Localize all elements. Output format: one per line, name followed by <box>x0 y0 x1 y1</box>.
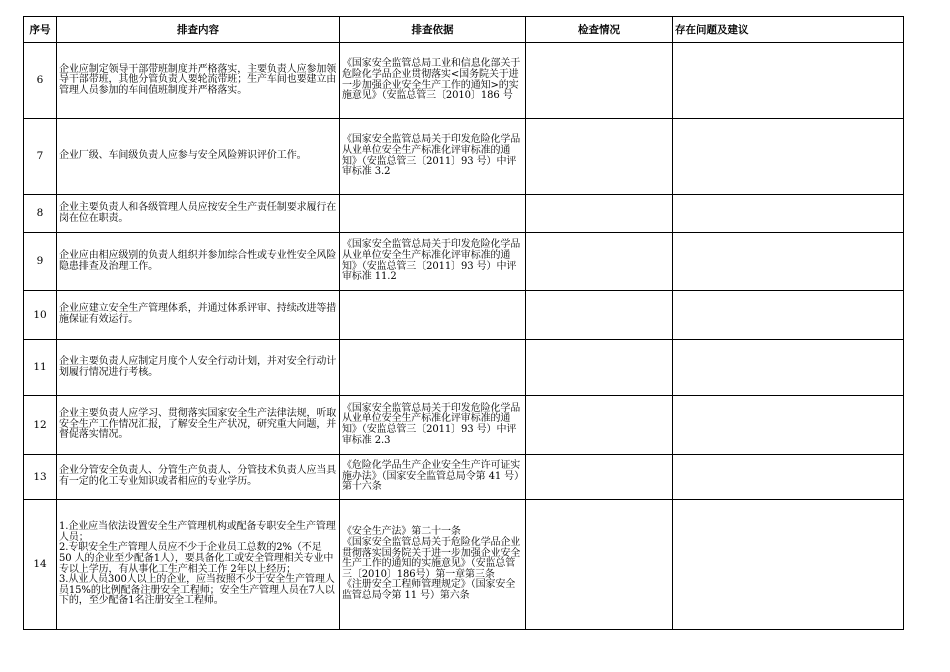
cell-basis: 《国家安全监管总局工业和信息化部关于危险化学品企业贯彻落实<国务院关于进一步加强企业安全生产工作的通知>的实施意见》（安监总管三〔2010〕186 号 <box>340 43 526 119</box>
inspection-sheet <box>23 16 904 630</box>
cell-content: 企业应由相应级别的负责人组织并参加综合性或专业性安全风险隐患排查及治理工作。 <box>57 233 340 291</box>
cell-check[interactable] <box>526 233 673 291</box>
cell-issues[interactable] <box>673 119 904 195</box>
cell-issues[interactable] <box>673 340 904 396</box>
table-row <box>24 195 904 233</box>
cell-basis: 《国家安全监管总局关于印发危险化学品从业单位安全生产标准化评审标准的通知》（安监总管三〔2011〕93 号）中评审标准 3.2 <box>340 119 526 195</box>
cell-issues[interactable] <box>673 500 904 630</box>
cell-basis: 《危险化学品生产企业安全生产许可证实施办法》（国家安全监管总局令第 41 号）第十六条 <box>340 455 526 500</box>
cell-issues[interactable] <box>673 455 904 500</box>
cell-basis: 《国家安全监管总局关于印发危险化学品从业单位安全生产标准化评审标准的通知》（安监总管三〔2011〕93 号）中评审标准 11.2 <box>340 233 526 291</box>
cell-seq: 8 <box>24 195 57 233</box>
cell-check[interactable] <box>526 195 673 233</box>
cell-seq: 11 <box>24 340 57 396</box>
cell-issues[interactable] <box>673 396 904 455</box>
cell-issues[interactable] <box>673 291 904 340</box>
cell-seq: 7 <box>24 119 57 195</box>
cell-seq: 13 <box>24 455 57 500</box>
table-row <box>24 291 904 340</box>
cell-content: 企业主要负责人应学习、贯彻落实国家安全生产法律法规，听取安全生产工作情况汇报，了解安全生产状况，研究重大问题，并督促落实情况。 <box>57 396 340 455</box>
header-basis: 排查依据 <box>340 17 526 43</box>
cell-issues[interactable] <box>673 195 904 233</box>
cell-content: 企业主要负责人和各级管理人员应按安全生产责任制要求履行在岗在位在职责。 <box>57 195 340 233</box>
table-row <box>24 455 904 500</box>
cell-basis <box>340 195 526 233</box>
cell-issues[interactable] <box>673 233 904 291</box>
table-row <box>24 43 904 119</box>
cell-content: 企业应建立安全生产管理体系，并通过体系评审、持续改进等措施保证有效运行。 <box>57 291 340 340</box>
cell-basis <box>340 340 526 396</box>
cell-check[interactable] <box>526 119 673 195</box>
cell-seq: 14 <box>24 500 57 630</box>
cell-check[interactable] <box>526 43 673 119</box>
cell-seq: 12 <box>24 396 57 455</box>
cell-check[interactable] <box>526 500 673 630</box>
cell-seq: 10 <box>24 291 57 340</box>
header-check: 检查情况 <box>526 17 673 43</box>
cell-check[interactable] <box>526 396 673 455</box>
table-row <box>24 340 904 396</box>
header-issues: 存在问题及建议 <box>673 17 904 43</box>
table-row <box>24 396 904 455</box>
cell-check[interactable] <box>526 340 673 396</box>
cell-check[interactable] <box>526 455 673 500</box>
cell-basis: 《国家安全监管总局关于印发危险化学品从业单位安全生产标准化评审标准的通知》（安监总管三〔2011〕93 号）中评审标准 2.3 <box>340 396 526 455</box>
header-seq: 序号 <box>24 17 57 43</box>
cell-basis: 《安全生产法》第二十一条 《国家安全监管总局关于危险化学品企业贯彻落实国务院关于进一步加强企业安全生产工作的通知的实施意见》（安监总管三〔2010〕186号）第一章第三条 《注册安全工程师管理规定》（国家安全监管总局令第 11 号）第六条 <box>340 500 526 630</box>
cell-basis <box>340 291 526 340</box>
inspection-table <box>23 16 904 630</box>
table-row <box>24 233 904 291</box>
cell-issues[interactable] <box>673 43 904 119</box>
cell-check[interactable] <box>526 291 673 340</box>
cell-content: 企业应制定领导干部带班制度并严格落实，主要负责人应参加领导干部带班，其他分管负责人要轮流带班；生产车间也要建立由管理人员参加的车间值班制度并严格落实。 <box>57 43 340 119</box>
table-row <box>24 119 904 195</box>
cell-content: 企业主要负责人应制定月度个人安全行动计划，并对安全行动计划履行情况进行考核。 <box>57 340 340 396</box>
cell-seq: 6 <box>24 43 57 119</box>
cell-seq: 9 <box>24 233 57 291</box>
cell-content: 1.企业应当依法设置安全生产管理机构或配备专职安全生产管理人员； 2.专职安全生产管理人员应不少于企业员工总数的2%（不足 50 人的企业至少配备1人），要具备化工或安全管理相关专业中专以上学历，有从事化工生产相关工作 2年以上经历； 3.从业人员300人以上的企业，应当按照不少于安全生产管理人员15%的比例配备注册安全工程师；安全生产管理人员在7人以下的，至少配备1名注册安全工程师。 <box>57 500 340 630</box>
table-row <box>24 500 904 630</box>
header-content: 排查内容 <box>57 17 340 43</box>
cell-content: 企业分管安全负责人、分管生产负责人、分管技术负责人应当具有一定的化工专业知识或者相应的专业学历。 <box>57 455 340 500</box>
cell-content: 企业厂级、车间级负责人应参与安全风险辨识评价工作。 <box>57 119 340 195</box>
header-row <box>24 17 904 43</box>
